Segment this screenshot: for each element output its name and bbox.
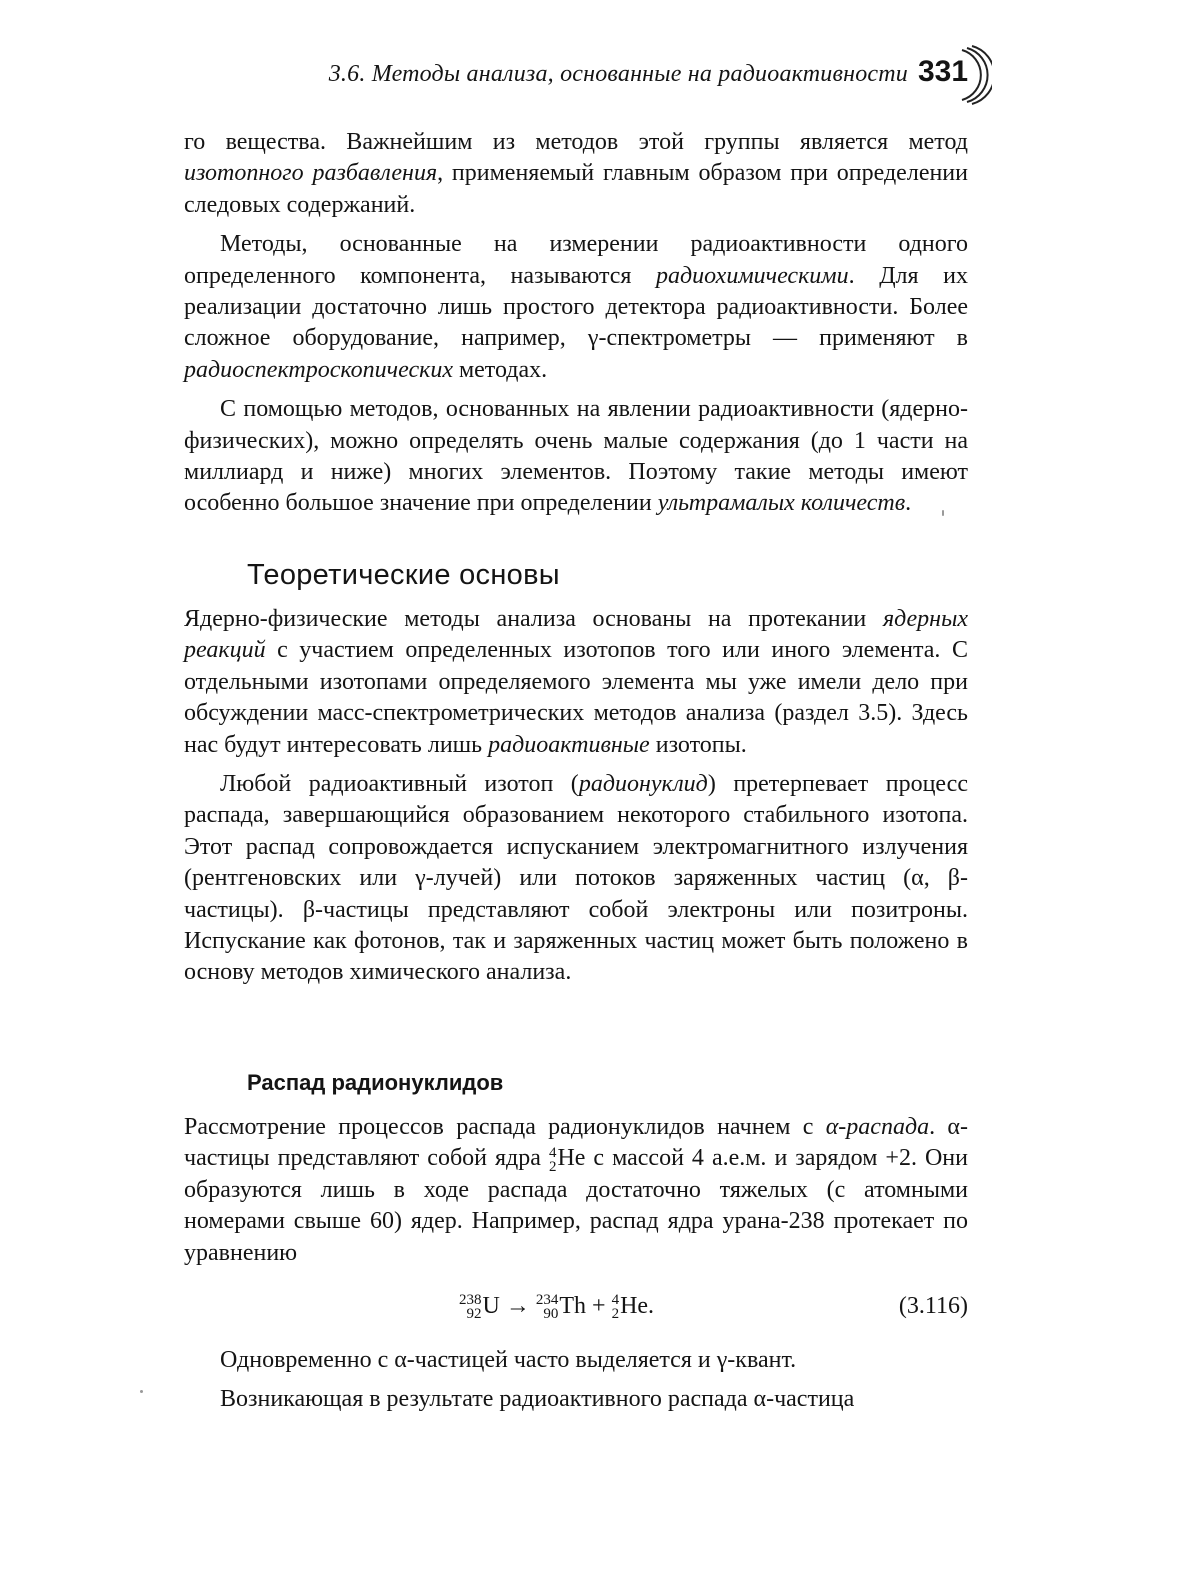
paragraph: Любой радиоактивный изотоп (радионуклид) претерпевает процесс распада, завершающийся образованием некоторого стабильного изотопа. Этот распад сопровождается испусканием электромагнитного излучения (рентгеновских или γ-лучей) или потоков заряженных частиц (α, β-частицы). β-частицы представляют собой электроны или позитроны. Испускание как фотонов, так и заряженных частиц может быть положено в основу методов химического анализа. bbox=[184, 771, 968, 986]
scan-speck bbox=[140, 1390, 143, 1393]
paragraph: С помощью методов, основанных на явлении радиоактивности (ядерно-физических), можно определять очень малые содержания (до 1 части на миллиард и ниже) многих элементов. Поэтому такие методы имеют особенно большое значение при определении ультрамалых количеств. bbox=[184, 396, 968, 517]
intro-text-block bbox=[184, 127, 968, 520]
equation-number: (3.116) bbox=[898, 1293, 968, 1319]
running-title: 3.6. Методы анализа, основанные на радиоактивности bbox=[328, 61, 908, 87]
equation-body: 238 92 U → 234 90 Th + 4 2 He. bbox=[459, 1292, 655, 1323]
paragraph: Методы, основанные на измерении радиоактивности одного определенного компонента, называются радиохимическими. Для их реализации достаточно лишь простого детектора радиоактивности. Более сложное оборудование, например, γ-спектрометры — применяют в радиоспектроскопических методах. bbox=[184, 231, 969, 383]
paragraph: го вещества. Важнейшим из методов этой группы является метод изотопного разбавления, применяемый главным образом при определении следовых содержаний. bbox=[184, 129, 968, 218]
section-heading-theory: Теоретические основы bbox=[247, 559, 560, 591]
helium-nuclide-notation: 4 2 bbox=[611, 1292, 620, 1323]
page-number: 331 bbox=[918, 55, 969, 88]
paragraph: Возникающая в результате радиоактивного распада α-частица bbox=[220, 1386, 855, 1413]
theory-text-block bbox=[184, 604, 968, 989]
paragraph: Ядерно-физические методы анализа основаны на протекании ядерных реакций с участием определенных изотопов того или иного элемента. С отдельными изотопами определяемого элемента мы уже имели дело при обсуждении масс-спектрометрических методов анализа (раздел 3.5). Здесь нас будут интересовать лишь радиоактивные изотопы. bbox=[184, 606, 968, 758]
helium-nuclide-notation: 4 2 bbox=[548, 1144, 557, 1175]
closing-text-block bbox=[184, 1345, 968, 1416]
paragraph: Одновременно с α-частицей часто выделяется и γ-квант. bbox=[220, 1347, 797, 1373]
thorium-nuclide-notation: 234 90 bbox=[535, 1292, 559, 1323]
decay-equation bbox=[184, 1283, 968, 1329]
scan-speck bbox=[942, 510, 944, 516]
subsection-heading-decay: Распад радионуклидов bbox=[247, 1070, 504, 1095]
uranium-nuclide-notation: 238 92 bbox=[459, 1292, 482, 1323]
page-number-arcs-icon bbox=[958, 44, 992, 106]
decay-text-block bbox=[184, 1112, 968, 1269]
paragraph: Рассмотрение процессов распада радионуклидов начнем с α-распада. α-частицы представляют собой ядра 4 2 He с массой 4 а.е.м. и зарядом +2. Они образуются лишь в ходе распада достаточно тяжелых (с атомными номерами свыше 60) ядер. Например, распад ядра урана-238 протекает по уравнению bbox=[184, 1114, 968, 1266]
